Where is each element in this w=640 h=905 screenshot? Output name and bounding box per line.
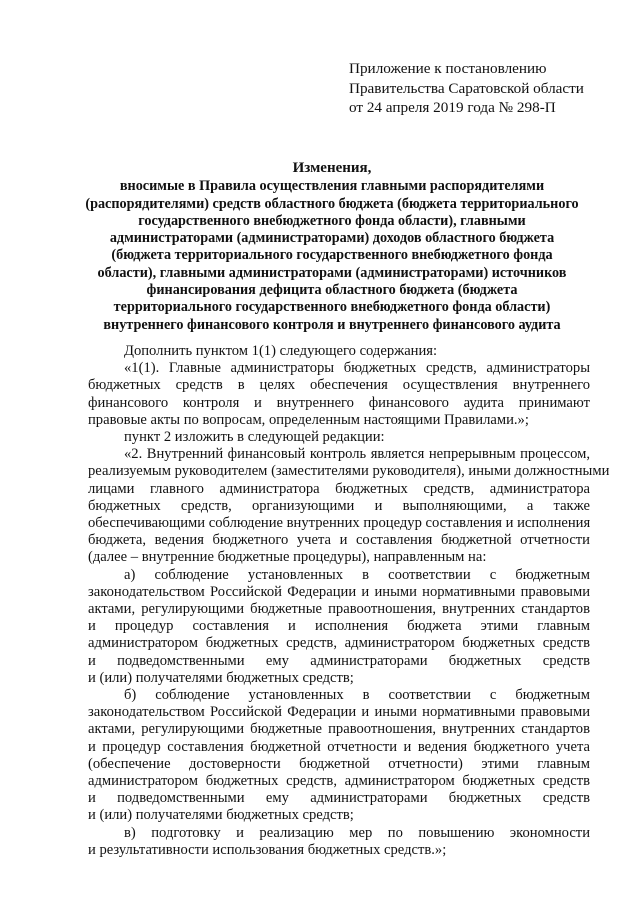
text-line: администратором бюджетных средств, администратором бюджетных средств: [88, 635, 590, 652]
paragraph-clause-2-intro: [88, 429, 590, 446]
annex-header: [349, 59, 619, 118]
heading-title: Изменения,: [292, 160, 372, 176]
paragraph-clause-1-1: [88, 360, 590, 429]
text-line: администратором бюджетных средств, администратором бюджетных средств: [88, 773, 590, 790]
heading-line: территориального государственного внебюджетного фонда области): [113, 299, 551, 316]
paragraph-add-clause: [88, 343, 590, 360]
text-line: лицами главного администратора бюджетных средств, администратора: [88, 480, 590, 497]
text-line: и подведомственными ему администраторами бюджетных средств: [88, 652, 590, 669]
text-line: пункт 2 изложить в следующей редакции:: [124, 429, 385, 446]
paragraph-clause-2: [88, 446, 610, 566]
heading-line: вносимые в Правила осуществления главными распорядителями: [119, 178, 545, 195]
text-line: Дополнить пунктом 1(1) следующего содержания:: [124, 343, 438, 359]
text-line: и процедур составления и исполнения бюджета этими главным: [88, 618, 590, 635]
heading-line: финансирования дефицита областного бюджета (бюджета: [146, 282, 518, 299]
text-line: (далее – внутренние бюджетные процедуры), направленным на:: [88, 549, 487, 566]
paragraph-item-v: [88, 825, 590, 859]
paragraph-item-a: [88, 567, 590, 687]
text-line: б) соблюдение установленных в соответствии с бюджетным: [124, 687, 590, 704]
paragraph-item-b: [88, 687, 590, 825]
heading-line: администраторами (администраторами) доходов областного бюджета: [109, 230, 555, 247]
text-line: бюджетных средств, организующими и выполняющими, а также: [88, 497, 590, 514]
annex-line: Приложение к постановлению: [349, 60, 547, 77]
text-line: в) подготовку и реализацию мер по повышению экономности: [124, 824, 590, 841]
text-line: финансового контроля и внутреннего финансового аудита принимают: [88, 394, 590, 411]
text-line: и (или) получателями бюджетных средств;: [88, 669, 354, 686]
text-line: (обеспечение достоверности бюджетной отчетности) этими главным: [88, 755, 590, 772]
heading-line: (бюджета территориального государственного внебюджетного фонда: [111, 247, 553, 264]
text-line: законодательством Российской Федерации и иными нормативными правовыми: [88, 583, 590, 600]
heading-line: области), главными администраторами (администраторами) источников: [97, 264, 567, 281]
annex-line: Правительства Саратовской области: [349, 79, 584, 97]
text-line: реализуемым руководителем (заместителями руководителя), иными должностными: [88, 463, 610, 480]
text-line: законодательством Российской Федерации и иными нормативными правовыми: [88, 704, 590, 721]
text-line: бюджетных средств в целях обеспечения осуществления внутреннего: [88, 377, 590, 394]
text-line: и (или) получателями бюджетных средств;: [88, 807, 354, 824]
text-line: и результативности использования бюджетных средств.»;: [88, 841, 447, 858]
text-line: «1(1). Главные администраторы бюджетных средств, администраторы: [124, 360, 590, 377]
document-heading: [72, 160, 592, 334]
text-line: «2. Внутренний финансовый контроль является непрерывным процессом,: [124, 446, 590, 463]
text-line: правовые акты по вопросам, определенным настоящими Правилами.»;: [88, 411, 529, 428]
text-line: и процедур составления бюджетной отчетности и ведения бюджетного учета: [88, 738, 590, 755]
text-line: а) соблюдение установленных в соответствии с бюджетным: [124, 566, 590, 583]
document-body: [88, 343, 610, 859]
heading-line: (распорядителями) средств областного бюджета (бюджета территориального: [85, 195, 579, 212]
text-line: актами, регулирующими бюджетные правоотношения, внутренних стандартов: [88, 721, 590, 738]
heading-line: государственного внебюджетного фонда области), главными: [138, 212, 526, 229]
text-line: актами, регулирующими бюджетные правоотношения, внутренних стандартов: [88, 601, 590, 618]
annex-line: от 24 апреля 2019 года № 298-П: [349, 99, 556, 116]
heading-line: внутреннего финансового контроля и внутреннего финансового аудита: [103, 316, 561, 333]
text-line: обеспечивающими соблюдение внутренних процедур составления и исполнения: [88, 515, 591, 532]
text-line: бюджета, ведения бюджетного учета и составления бюджетной отчетности: [88, 532, 590, 549]
text-line: и подведомственными ему администраторами бюджетных средств: [88, 790, 590, 807]
